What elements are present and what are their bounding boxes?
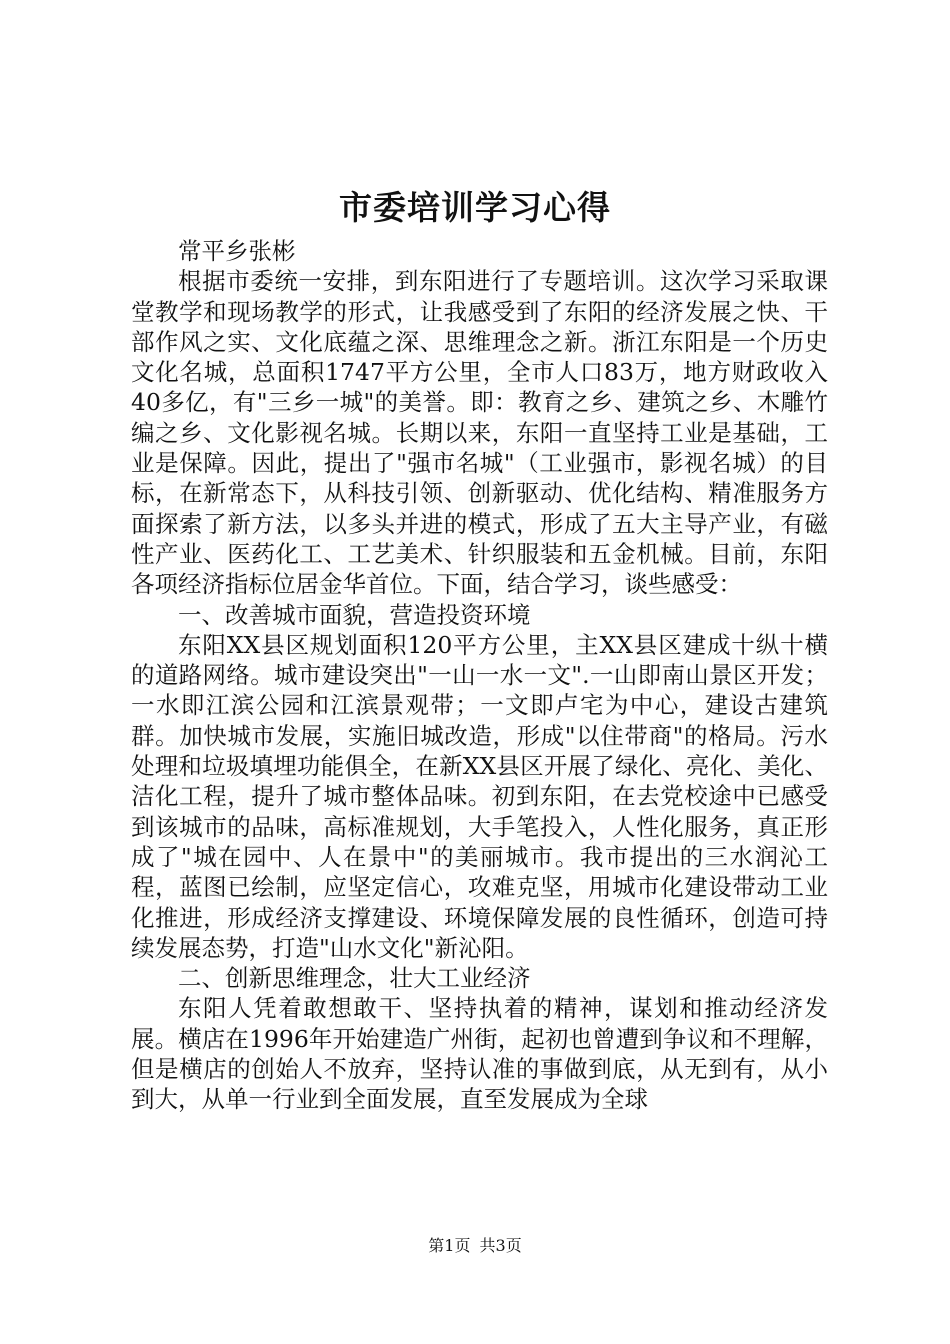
page-footer (0, 1236, 950, 1256)
document-title: 市委培训学习心得 (339, 188, 611, 227)
body-paragraph: 东阳人凭着敢想敢干、坚持执着的精神，谋划和推动经济发展。横店在1996年开始建造广州街，起初也曾遭到争议和不理解，但是横店的创始人不放弃，坚持认准的事做到底，从无到有，从小到大，从单一行业到全面发展，直至发展成为全球 (131, 994, 828, 1114)
body-paragraph: 根据市委统一安排，到东阳进行了专题培训。这次学习采取课堂教学和现场教学的形式，让我感受到了东阳的经济发展之快、干部作风之实、文化底蕴之深、思维理念之新。浙江东阳是一个历史文化名城，总面积1747平方公里，全市人口83万，地方财政收入40多亿，有"三乡一城"的美誉。即：教育之乡、建筑之乡、木雕竹编之乡、文化影视名城。长期以来，东阳一直坚持工业是基础，工业是保障。因此，提出了"强市名城"（工业强市，影视名城）的目标，在新常态下，从科技引领、创新驱动、优化结构、精准服务方面探索了新方法，以多头并进的模式，形成了五大主导产业，有磁性产业、医药化工、工艺美术、针织服装和五金机械。目前，东阳各项经济指标位居金华首位。下面，结合学习，谈些感受： (131, 267, 828, 599)
section-heading: 一、改善城市面貌，营造投资环境 (178, 600, 531, 629)
section-heading: 二、创新思维理念，壮大工业经济 (178, 964, 531, 993)
body-paragraph: 东阳XX县区规划面积120平方公里，主XX县区建成十纵十横的道路网络。城市建设突出"一山一水一文".一山即南山景区开发；一水即江滨公园和江滨景观带；一文即卢宅为中心，建设古建筑群。加快城市发展，实施旧城改造，形成"以住带商"的格局。污水处理和垃圾填埋功能俱全，在新XX县区开展了绿化、亮化、美化、洁化工程，提升了城市整体品味。初到东阳，在去党校途中已感受到该城市的品味，高标准规划，大手笔投入，人性化服务，真正形成了"城在园中、人在景中"的美丽城市。我市提出的三水润沁工程，蓝图已绘制，应坚定信心，攻难克坚，用城市化建设带动工业化推进，形成经济支撑建设、环境保障发展的良性循环，创造可持续发展态势，打造"山水文化"新沁阳。 (131, 630, 828, 962)
page-total: 共3页 (479, 1236, 522, 1255)
document-body (131, 236, 828, 1115)
page-number: 第1页 (428, 1236, 471, 1255)
author-line: 常平乡张彬 (178, 237, 296, 265)
